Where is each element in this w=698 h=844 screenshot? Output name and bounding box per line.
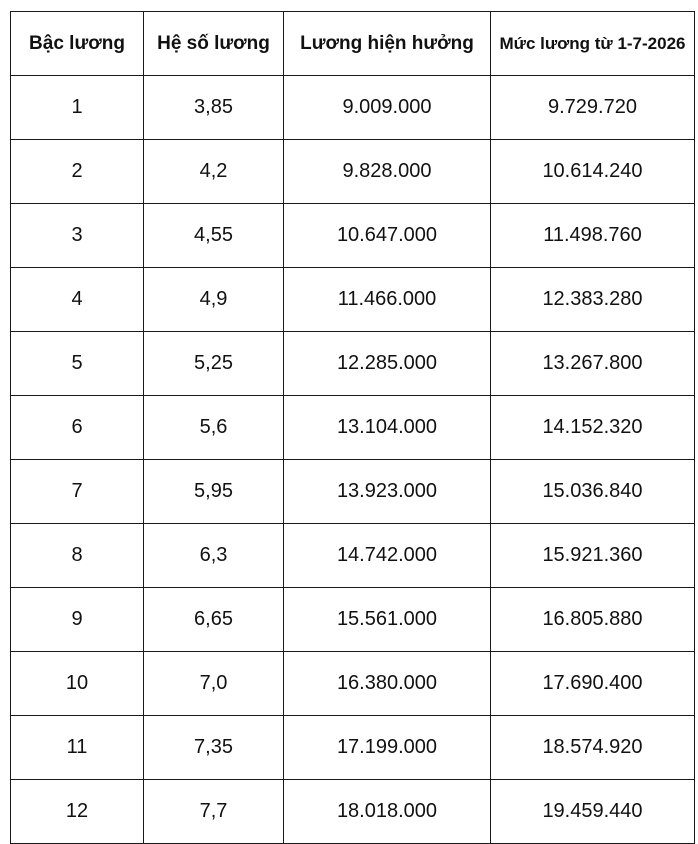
cell-salary-grade: 9 bbox=[11, 588, 144, 652]
cell-current-salary: 12.285.000 bbox=[284, 332, 491, 396]
header-current-salary: Lương hiện hưởng bbox=[284, 12, 491, 76]
cell-salary-from-2026: 12.383.280 bbox=[491, 268, 695, 332]
cell-salary-from-2026: 11.498.760 bbox=[491, 204, 695, 268]
table-row bbox=[11, 460, 695, 524]
cell-salary-coefficient: 7,7 bbox=[144, 780, 284, 844]
cell-salary-from-2026: 19.459.440 bbox=[491, 780, 695, 844]
cell-salary-from-2026: 10.614.240 bbox=[491, 140, 695, 204]
table-row bbox=[11, 652, 695, 716]
cell-salary-coefficient: 3,85 bbox=[144, 76, 284, 140]
cell-current-salary: 13.923.000 bbox=[284, 460, 491, 524]
cell-salary-from-2026: 15.036.840 bbox=[491, 460, 695, 524]
cell-salary-grade: 5 bbox=[11, 332, 144, 396]
cell-salary-coefficient: 4,9 bbox=[144, 268, 284, 332]
table-row bbox=[11, 396, 695, 460]
cell-salary-coefficient: 6,65 bbox=[144, 588, 284, 652]
header-salary-coefficient: Hệ số lương bbox=[144, 12, 284, 76]
header-salary-grade: Bậc lương bbox=[11, 12, 144, 76]
cell-salary-coefficient: 5,95 bbox=[144, 460, 284, 524]
table-header bbox=[11, 12, 695, 76]
cell-current-salary: 11.466.000 bbox=[284, 268, 491, 332]
cell-salary-coefficient: 7,35 bbox=[144, 716, 284, 780]
cell-salary-grade: 6 bbox=[11, 396, 144, 460]
cell-current-salary: 18.018.000 bbox=[284, 780, 491, 844]
cell-salary-coefficient: 4,2 bbox=[144, 140, 284, 204]
header-salary-from-2026: Mức lương từ 1-7-2026 bbox=[491, 12, 695, 76]
table-row bbox=[11, 204, 695, 268]
cell-salary-from-2026: 9.729.720 bbox=[491, 76, 695, 140]
table-body bbox=[11, 76, 695, 844]
cell-current-salary: 13.104.000 bbox=[284, 396, 491, 460]
table-row bbox=[11, 716, 695, 780]
cell-current-salary: 9.009.000 bbox=[284, 76, 491, 140]
cell-current-salary: 14.742.000 bbox=[284, 524, 491, 588]
table-row bbox=[11, 332, 695, 396]
cell-salary-grade: 4 bbox=[11, 268, 144, 332]
table-row bbox=[11, 268, 695, 332]
table-row bbox=[11, 76, 695, 140]
cell-salary-coefficient: 5,6 bbox=[144, 396, 284, 460]
cell-current-salary: 16.380.000 bbox=[284, 652, 491, 716]
cell-salary-coefficient: 7,0 bbox=[144, 652, 284, 716]
salary-table bbox=[10, 11, 695, 844]
cell-salary-from-2026: 18.574.920 bbox=[491, 716, 695, 780]
cell-salary-from-2026: 16.805.880 bbox=[491, 588, 695, 652]
cell-salary-grade: 10 bbox=[11, 652, 144, 716]
cell-salary-from-2026: 17.690.400 bbox=[491, 652, 695, 716]
cell-salary-grade: 12 bbox=[11, 780, 144, 844]
cell-current-salary: 10.647.000 bbox=[284, 204, 491, 268]
cell-salary-grade: 2 bbox=[11, 140, 144, 204]
cell-salary-grade: 3 bbox=[11, 204, 144, 268]
cell-salary-coefficient: 5,25 bbox=[144, 332, 284, 396]
table-row bbox=[11, 524, 695, 588]
header-row bbox=[11, 12, 695, 76]
cell-current-salary: 17.199.000 bbox=[284, 716, 491, 780]
table-row bbox=[11, 780, 695, 844]
cell-salary-from-2026: 14.152.320 bbox=[491, 396, 695, 460]
cell-salary-grade: 7 bbox=[11, 460, 144, 524]
cell-salary-grade: 1 bbox=[11, 76, 144, 140]
cell-salary-coefficient: 4,55 bbox=[144, 204, 284, 268]
cell-current-salary: 15.561.000 bbox=[284, 588, 491, 652]
cell-salary-from-2026: 13.267.800 bbox=[491, 332, 695, 396]
table-row bbox=[11, 140, 695, 204]
cell-salary-from-2026: 15.921.360 bbox=[491, 524, 695, 588]
cell-salary-coefficient: 6,3 bbox=[144, 524, 284, 588]
cell-current-salary: 9.828.000 bbox=[284, 140, 491, 204]
cell-salary-grade: 11 bbox=[11, 716, 144, 780]
cell-salary-grade: 8 bbox=[11, 524, 144, 588]
table-row bbox=[11, 588, 695, 652]
